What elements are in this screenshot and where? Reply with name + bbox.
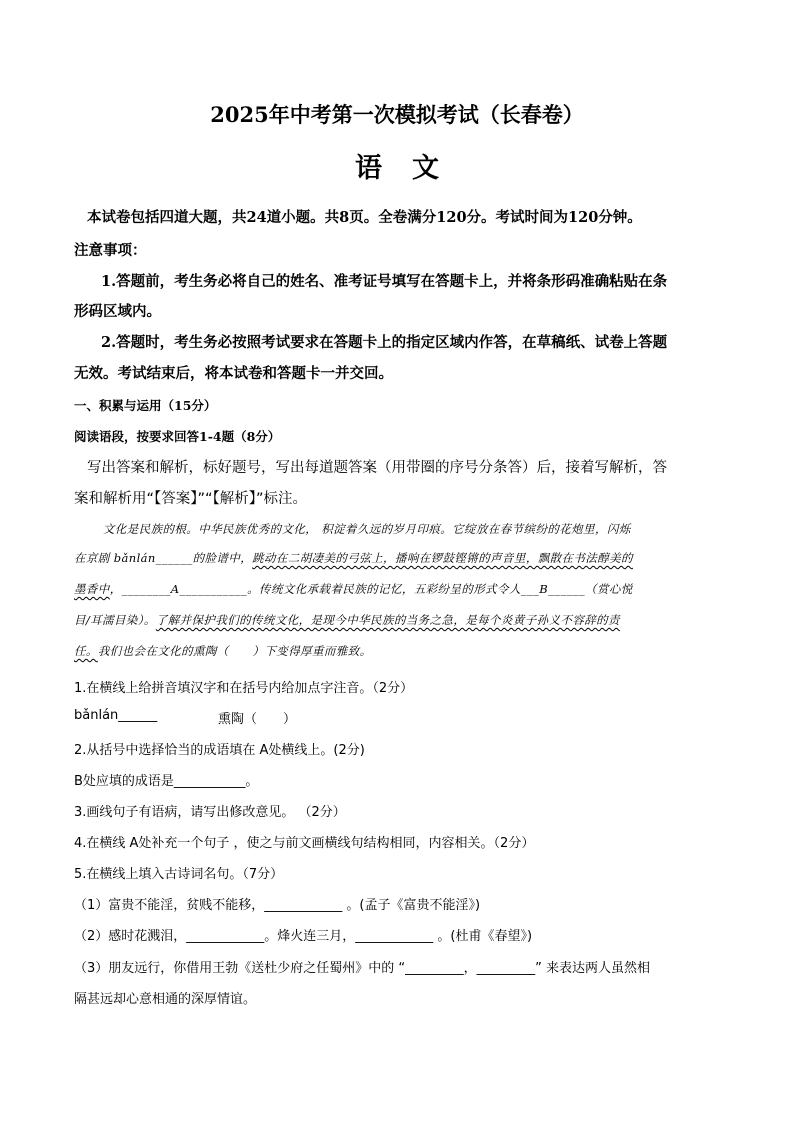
- notice-item-2: 2.答题时，考生务必按照考试要求在答题卡上的指定区域内作答，在草稿纸、试卷上答题: [101, 334, 668, 351]
- question-2-b-blank: B处应填的成语是___________。: [74, 774, 259, 789]
- question-5-2: （2）感时花溅泪，____________。烽火连三月，____________ 。(杜甫《春望》): [74, 929, 533, 944]
- notice-item-2-cont: 无效。考试结束后，将本试卷和答题卡一并交回。: [74, 365, 393, 382]
- underlined-sentence: 跳动在二胡凄美的弓弦上，播响在锣鼓铿锵的声音里，飘散在书法醇美的: [252, 551, 633, 565]
- passage-text: 目/耳濡目染）。: [74, 613, 156, 627]
- exam-summary: 本试卷包括四道大题，共24道小题。共8页。全卷满分120分。考试时间为120分钟。: [87, 209, 642, 226]
- faulty-sentence-end: 任。: [74, 644, 98, 658]
- answer-instruction-cont: 案和解析用“【答案】”“【解析】”标注。: [74, 491, 308, 507]
- passage-text: 在京剧 bǎnlán______的脸谱中，: [74, 551, 253, 565]
- passage-line-5: [74, 643, 372, 659]
- notice-item-1-cont: 形码区域内。: [74, 303, 161, 320]
- passage-text: ，________A___________。传统文化承载着民族的记忆，五彩纷呈的形式令人___B______（赏心悦: [109, 582, 633, 596]
- question-1: 1.在横线上给拼音填汉字和在括号内给加点字注音。（2分）: [74, 681, 414, 696]
- subject-title: 语文: [355, 153, 469, 184]
- passage-line-4: [74, 612, 620, 628]
- question-5-3-cont: 隔甚远却心意相通的深厚情谊。: [74, 992, 257, 1007]
- question-5-1: （1）富贵不能淫，贫贱不能移，____________ 。(孟子《富贵不能淫》): [74, 898, 481, 913]
- passage-line-3: [74, 581, 633, 597]
- question-3: 3.画线句子有语病，请写出修改意见。 （2分）: [74, 805, 346, 820]
- passage-line-1: 文化是民族的根。中华民族优秀的文化， 积淀着久远的岁月印痕。它绽放在春节缤纷的花炮里，闪烁: [103, 522, 631, 536]
- question-2: 2.从括号中选择恰当的成语填在 A处横线上。(2分): [74, 743, 365, 758]
- question-5-3: （3）朋友远行，你借用王勃《送杜少府之任蜀州》中的 “_________，_________” 来表达两人虽然相: [74, 961, 651, 976]
- question-5: 5.在横线上填入古诗词名句。（7分）: [74, 867, 284, 882]
- passage-line-2: [74, 550, 633, 566]
- page-title: 2025年中考第一次模拟考试（长春卷）: [210, 102, 584, 127]
- faulty-sentence: 了解并保护我们的传统文化，是现今中华民族的当务之急，是每个炎黄子孙义不容辞的责: [155, 613, 620, 627]
- underlined-sentence-end: 墨香中: [74, 582, 110, 596]
- section-sub-heading: 阅读语段，按要求回答1-4题（8分）: [74, 429, 281, 444]
- section-heading: 一、积累与运用（15分）: [74, 398, 217, 413]
- notice-item-1: 1.答题前，考生务必将自己的姓名、准考证号填写在答题卡上，并将条形码准确粘贴在条: [101, 273, 668, 290]
- question-4: 4.在横线 A处补充一个句子 ，使之与前文画横线句结构相同，内容相关。（2分）: [74, 836, 535, 851]
- notice-heading: 注意事项：: [74, 242, 147, 259]
- passage-text: 我们也会在文化的熏陶（ ）下变得厚重而雅致。: [97, 644, 372, 658]
- question-1-pinyin-blank: bǎnlán______: [74, 708, 158, 723]
- answer-instruction: 写出答案和解析，标好题号，写出每道题答案（用带圈的序号分条答）后，接着写解析，答: [87, 460, 667, 476]
- question-1-pronunciation-blank: 熏陶（ ）: [218, 712, 297, 727]
